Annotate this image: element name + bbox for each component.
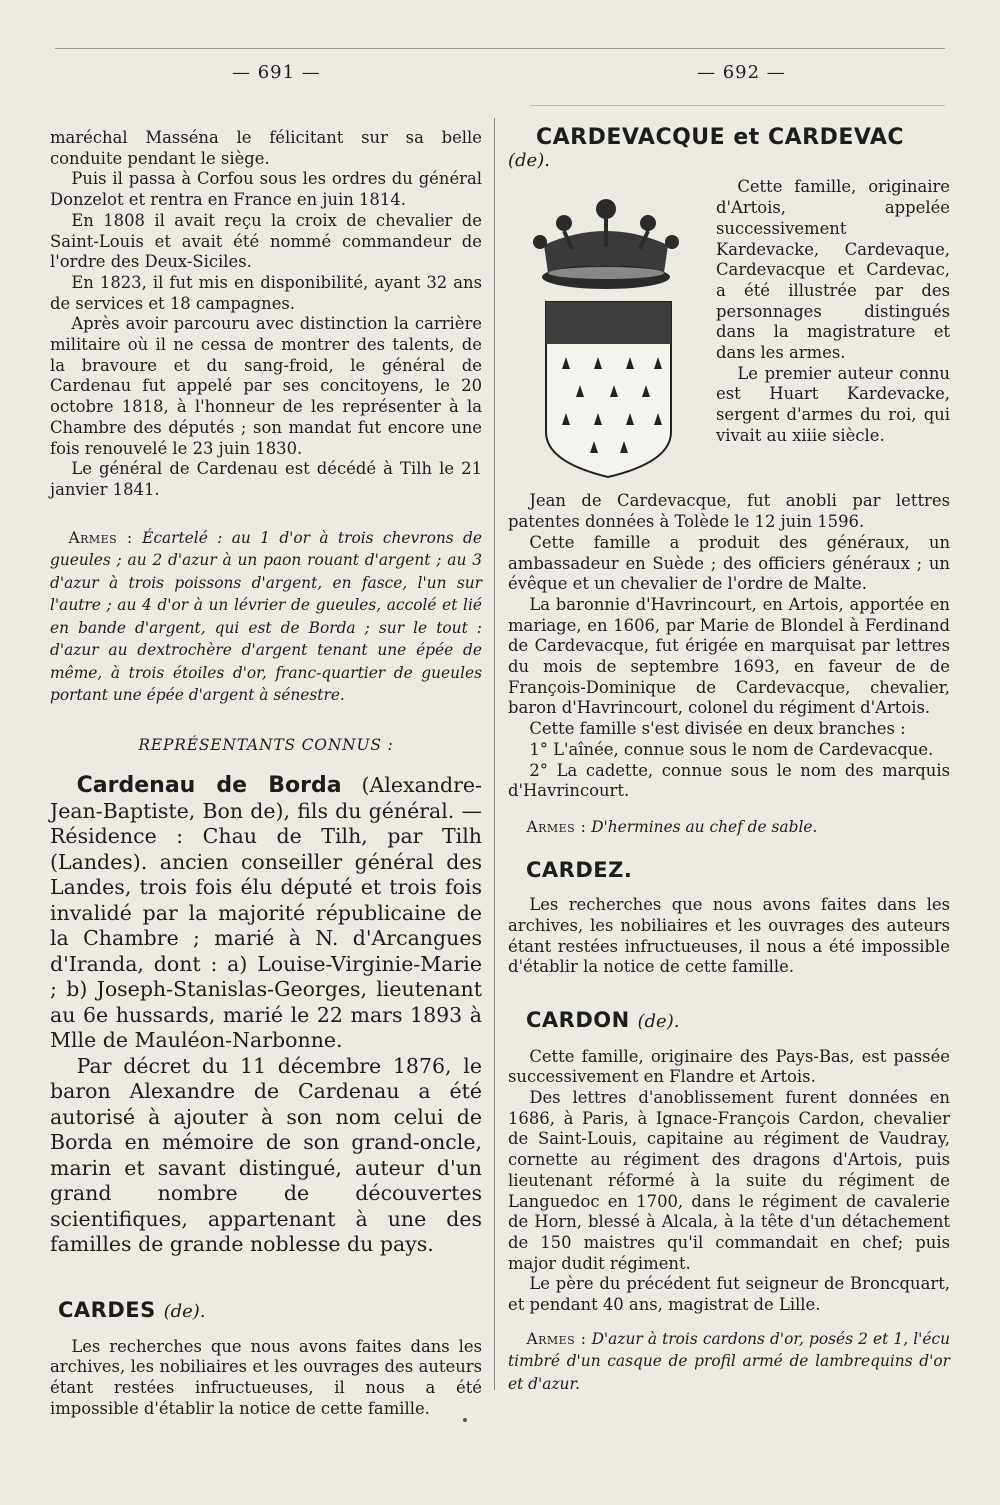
coronet-icon <box>533 199 679 289</box>
arms-description <box>508 816 950 839</box>
top-rule <box>55 48 945 49</box>
entry-cardez <box>508 860 950 978</box>
coat-of-arms-image <box>506 187 706 487</box>
family-particle: (de). <box>163 1300 206 1322</box>
arms-label: Armes : <box>526 1329 587 1348</box>
paragraph: En 1823, il fut mis en disponibilité, ayant 32 ans de services et 18 campagnes. <box>50 272 482 313</box>
family-title: CARDEZ. <box>526 858 633 883</box>
paragraph: 1° L'aînée, connue sous le nom de Cardevacque. <box>529 739 934 759</box>
column-divider <box>494 118 495 1390</box>
family-title: CARDON <box>526 1007 630 1032</box>
paragraph: Cette famille, originaire des Pays-Bas, est passée successivement en Flandre et Artois. <box>508 1046 950 1087</box>
family-title: CARDEVACQUE et CARDEVAC <box>536 125 905 150</box>
paragraph: Le père du précédent fut seigneur de Broncquart, et pendant 40 ans, magistrat de Lille. <box>508 1274 950 1315</box>
entry-text: (Alexandre-Jean-Baptiste, Bon de), fils du général. — Résidence : Chau de Tilh, par Tilh (Landes). ancien conseiller général des Landes, trois fois élu député et trois fois invalidé par la majorité républicaine de la Chambre ; marié à N. d'Arcangues d'Iranda, dont : a) Louise-Virginie-Marie ; b) Joseph-Stanislas-Georges, lieutenant au 6e hussards, marié le 22 mars 1893 à Mlle de Mauléon-Narbonne. <box>50 773 482 1053</box>
paragraph: Des lettres d'anoblissement furent données en 1686, à Paris, à Ignace-François Cardon, chevalier de Saint-Louis, capitaine au régiment de Vaudray, cornette au régiment des dragons d'Artois, puis lieutenant réformé à la suite du régiment de Languedoc en 1700, dans le régiment de cavalerie de Horn, blessé à Alcala, à la tête d'un détachement de 150 maistres qu'il commandait en chef; puis major dudit régiment. <box>508 1088 950 1273</box>
paragraph: Après avoir parcouru avec distinction la carrière militaire où il ne cessa de montrer des talents, de la bravoure et du sang-froid, le général de Cardenau fut appelé par ses concitoyens, le 20 octobre 1818, à l'honneur de les représenter à la Chambre des députés ; son mandat fut encore une fois renouvelé le 23 juin 1830. <box>50 314 482 458</box>
paragraph: 2° La cadette, connue sous le nom des marquis d'Havrincourt. <box>508 760 950 801</box>
entry-cardes <box>50 1297 482 1420</box>
arms-text: Écartelé : au 1 d'or à trois chevrons de gueules ; au 2 d'azur à un paon rouant d'argent ; au 3 d'azur à trois poissons d'argent, en fasce, l'un sur l'autre ; au 4 d'or à un lévrier de gueules, accolé et lié en bande d'argent, qui est de Borda ; sur le tout : d'azur au dextrochère d'argent tenant une épée de même, à trois étoiles d'or, franc-quartier de gueules portant une épée d'argent à sénestre. <box>50 528 482 705</box>
family-particle: (de). <box>508 149 550 171</box>
arms-text: D'hermines au chef de sable. <box>591 817 818 836</box>
paragraph: Cette famille a produit des généraux, un ambassadeur en Suède ; des officiers généraux ; un évêque et un chevalier de l'ordre de Malte. <box>508 532 950 594</box>
right-column <box>508 125 950 1395</box>
page-number-left: — 691 — <box>232 62 321 83</box>
paragraph: maréchal Masséna le félicitant sur sa belle conduite pendant le siège. <box>50 128 482 168</box>
entry-cardenau-de-borda <box>50 773 482 1258</box>
paragraph: Les recherches que nous avons faites dans les archives, les nobiliaires et les ouvrages des auteurs étant restées infructueuses, il nous a été impossible d'établir la notice de cette famille. <box>50 1336 482 1418</box>
header-rule <box>530 105 945 106</box>
entry-cardon <box>508 1007 950 1395</box>
arms-description <box>50 527 482 707</box>
paragraph: Le général de Cardenau est décédé à Tilh le 21 janvier 1841. <box>50 459 482 499</box>
paragraph: Jean de Cardevacque, fut anobli par lettres patentes données à Tolède le 12 juin 1596. <box>508 491 950 532</box>
arms-label: Armes : <box>68 528 133 547</box>
paragraph: Puis il passa à Corfou sous les ordres du général Donzelot et rentra en France en juin 1814. <box>50 169 482 210</box>
arms-label: Armes : <box>526 817 587 836</box>
paragraph: La baronnie d'Havrincourt, en Artois, apportée en mariage, en 1606, par Marie de Blondel à Ferdinand de Cardevacque, fut érigée en marquisat par lettres du mois de septembre 1693, en faveur de de François-Dominique de Cardevacque, chevalier, baron d'Havrincourt, colonel du régiment d'Artois. <box>508 594 950 718</box>
print-speck <box>463 1418 467 1422</box>
family-particle: (de). <box>637 1010 680 1032</box>
shield-icon <box>546 302 671 477</box>
arms-description <box>508 1328 950 1396</box>
paragraph: Par décret du 11 décembre 1876, le baron Alexandre de Cardenau a été autorisé à ajouter à son nom celui de Borda en mémoire de son grand-oncle, marin et savant distingué, auteur d'un grand nombre de découvertes scientifiques, appartenant à une des familles de grande noblesse du pays. <box>50 1053 482 1257</box>
paragraph: Cette famille, originaire d'Artois, appelée successivement Kardevacke, Cardevaque, Cardevacque et Cardevac, a été illustrée par des personnages distingués dans la magistrature et dans les armes. <box>716 177 950 363</box>
paragraph: Cette famille s'est divisée en deux branches : <box>529 719 906 739</box>
left-column <box>50 128 482 1419</box>
entry-name: Cardenau de Borda <box>76 773 342 799</box>
paragraph: Le premier auteur connu est Huart Kardevacke, sergent d'armes du roi, qui vivait au xiiie siècle. <box>716 363 950 445</box>
paragraph: En 1808 il avait reçu la croix de chevalier de Saint-Louis et avait été nommé commandeur de l'ordre des Deux-Siciles. <box>50 210 482 272</box>
page-number-right: — 692 — <box>697 62 786 83</box>
arms-text: D'azur à trois cardons d'or, posés 2 et 1, l'écu timbré d'un casque de profil armé de lambrequins d'or et d'azur. <box>508 1329 950 1393</box>
paragraph: Les recherches que nous avons faites dans les archives, les nobiliaires et les ouvrages des auteurs étant restées infructueuses, il nous a été impossible d'établir la notice de cette famille. <box>508 895 950 977</box>
family-title: CARDES <box>58 1297 156 1322</box>
section-heading: REPRÉSENTANTS CONNUS : <box>138 735 394 754</box>
